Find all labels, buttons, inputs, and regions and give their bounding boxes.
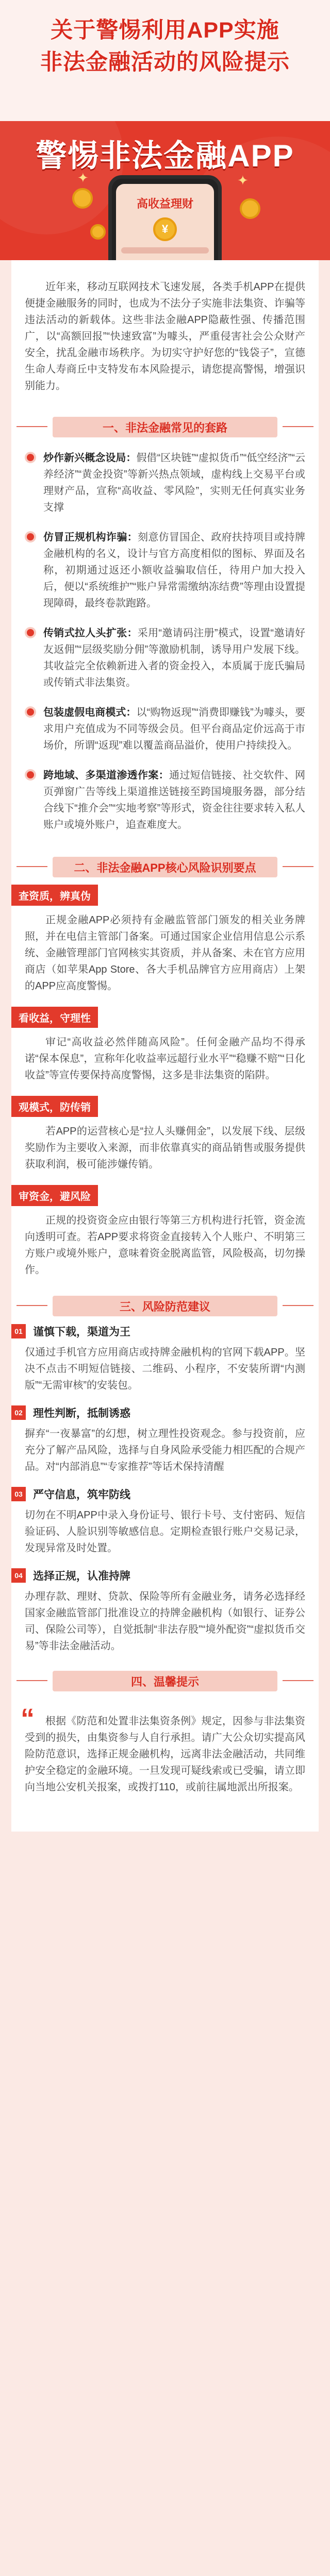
- advice-item: [11, 1405, 319, 1486]
- advice-title: 谨慎下载，渠道为王: [33, 1326, 130, 1338]
- advice-head: [14, 1405, 305, 1420]
- section-title: 四、温馨提示: [53, 1671, 277, 1691]
- advice-head: [14, 1486, 305, 1502]
- block-tag: 审资金，避风险: [11, 1185, 98, 1206]
- item-lead: 跨地域、多渠道渗透作案：: [43, 770, 169, 781]
- item-text: 假借“区块链”“虚拟货币”“低空经济”“云养经济”“黄金投资”等新兴热点领域，虚构线上交易平台或理财产品，宣称“高收益、零风险”，实则无任何真实业务支撑: [43, 452, 306, 513]
- advice-item: [11, 1486, 319, 1568]
- section-header: [11, 852, 319, 885]
- list-item: [25, 450, 305, 516]
- coin-icon: [72, 188, 93, 209]
- item-lead: 炒作新兴概念设局：: [43, 452, 137, 464]
- title-line-1: 关于警惕利用APP实施: [51, 18, 279, 43]
- item-lead: 传销式拉人头扩张：: [43, 628, 138, 639]
- risk-block: [11, 1185, 319, 1291]
- advice-title: 理性判断，抵制诱惑: [33, 1408, 130, 1419]
- advice-text: 摒弃“一夜暴富”的幻想，树立理性投资观念。参与投资前，应充分了解产品风险，选择与自身风险承受能力相匹配的合规产品。对“内部消息”“专家推荐”等话术保持清醒: [25, 1428, 305, 1472]
- sparkle-icon: ✦: [77, 170, 89, 185]
- advice-text: 切勿在不明APP中录入身份证号、银行卡号、支付密码、短信验证码、人脸识别等敏感信息。定期检查银行账户交易记录，发现异常及时处置。: [25, 1510, 305, 1554]
- list-item: [25, 704, 305, 754]
- phone-illustration: [108, 175, 222, 260]
- final-tip: [11, 1699, 319, 1811]
- list-item: [25, 625, 305, 691]
- block-text: 正规金融APP必须持有金融监管部门颁发的相关业务牌照，并在电信主管部门备案。可通过国家企业信用信息公示系统、金融管理部门官网核实其资质，并从备案、未在官方应用商店（如苹果App Store、各大手机品牌官方应用商店）上架的APP应高度警惕。: [25, 914, 305, 992]
- page-title: [0, 0, 330, 121]
- bullet-icon: [25, 769, 36, 781]
- phone-text: 高收益理财: [136, 197, 193, 210]
- number-badge: 03: [11, 1487, 26, 1501]
- section-title: 一、非法金融常见的套路: [53, 417, 277, 437]
- item-text: 刻意仿冒国企、政府扶持项目或持牌金融机构的名义，设计与官方高度相似的图标、界面及名称，初期通过返还小额收益骗取信任，待用户加大投入后，便以“系统维护”“账户异常需缴纳冻结费”等理由设置提现障碍，最终卷款跑路。: [43, 532, 305, 609]
- bullet-icon: [25, 627, 36, 638]
- advice-item: [11, 1324, 319, 1405]
- section-title: 二、非法金融APP核心风险识别要点: [53, 857, 277, 877]
- section1-list: [11, 445, 319, 852]
- progress-bar-decor: [121, 247, 209, 253]
- hero-title: 警惕非法金融APP: [36, 139, 294, 173]
- advice-item: [11, 1568, 319, 1666]
- bullet-icon: [25, 706, 36, 718]
- risk-block: [11, 1096, 319, 1185]
- section-header: [11, 1291, 319, 1324]
- bottom-spacer: [11, 1811, 319, 1832]
- coin-icon: ¥: [153, 217, 177, 241]
- number-badge: 04: [11, 1568, 26, 1583]
- sparkle-icon: ✦: [237, 173, 249, 188]
- block-text: 若APP的运营核心是“拉人头赚佣金”，以发展下线、层级奖励作为主要收入来源，而非依靠真实的商品销售或服务提供获取利润，极可能涉嫌传销。: [25, 1126, 305, 1170]
- quote-icon: “: [21, 1703, 35, 1734]
- advice-text: 办理存款、理财、贷款、保险等所有金融业务，请务必选择经国家金融监管部门批准设立的持牌金融机构（如银行、证券公司、保险公司等），自觉抵制“非法存股”“境外配资”“虚拟货币交易”等非法金融活动。: [25, 1591, 305, 1652]
- number-badge: 01: [11, 1324, 26, 1338]
- advice-head: [14, 1568, 305, 1583]
- item-text: 采用“邀请码注册”模式，设置“邀请好友返佣”“层级奖励分佣”等激励机制，诱导用户发展下线。其收益完全依赖新进入者的资金投入，本质属于庞氏骗局或传销式非法集资。: [43, 628, 306, 688]
- title-line-2: 非法金融活动的风险提示: [40, 50, 290, 75]
- block-text: 正规的投资资金应由银行等第三方机构进行托管，资金流向透明可查。若APP要求将资金直接转入个人账户、不明第三方账户或境外账户，意味着资金脱离监管，风险极高，切勿操作。: [25, 1215, 305, 1276]
- section-header: [11, 1666, 319, 1699]
- advice-head: [14, 1324, 305, 1339]
- risk-block: [11, 885, 319, 1007]
- section-title: 三、风险防范建议: [53, 1296, 277, 1316]
- number-badge: 02: [11, 1405, 26, 1420]
- intro-card: [11, 260, 319, 412]
- advice-title: 严守信息，筑牢防线: [33, 1489, 130, 1501]
- bullet-icon: [25, 531, 36, 543]
- block-tag: 查资质，辨真伪: [11, 885, 98, 906]
- coin-icon: [240, 198, 260, 219]
- list-item: [25, 767, 305, 833]
- phone-screen: [116, 184, 214, 260]
- item-lead: 仿冒正规机构诈骗：: [43, 532, 138, 543]
- advice-title: 选择正规，认准持牌: [33, 1570, 130, 1582]
- risk-block: [11, 1007, 319, 1096]
- item-lead: 包装虚假电商模式：: [43, 707, 137, 718]
- list-item: [25, 529, 305, 612]
- intro-paragraph: 近年来，移动互联网技术飞速发展，各类手机APP在提供便捷金融服务的同时，也成为不法分子实施非法集资、诈骗等违法活动的新载体。这些非法金融APP隐蔽性强、传播范围广，以“高额回报”“快速致富”为噱头，严重侵害社会公众财产安全，扰乱金融市场秩序。为切实守护好您的“钱袋子”，宣德生命人寿商丘中支特发布本风险提示，请您提高警惕，增强识别能力。: [25, 281, 305, 392]
- item-text: 以“购物返现”“消费即赚钱”为噱头，要求用户充值成为不同等级会员。但平台商品定价远高于市场价，所谓“返现”难以覆盖商品溢价，使用户持续投入。: [43, 707, 306, 751]
- item-text: 通过短信链接、社交软件、网页弹窗广告等线上渠道推送链接至跨国境服务器，部分结合线下“推介会”“实地考察”等形式，资金往往要求转入私人账户或境外账户，追查难度大。: [43, 770, 305, 831]
- bullet-icon: [25, 452, 36, 463]
- hero-banner: [0, 121, 330, 260]
- final-text: 根据《防范和处置非法集资条例》规定，因参与非法集资受到的损失，由集资参与人自行承担。请广大公众切实提高风险防范意识，选择正规金融机构，远离非法金融活动，共同维护安全稳定的金融环境。一旦发现可疑线索或已受骗，请立即向当地公安机关报案，或拨打110，或前往属地派出所报案。: [25, 1716, 305, 1793]
- advice-text: 仅通过手机官方应用商店或持牌金融机构的官网下载APP。坚决不点击不明短信链接、二维码、小程序，不安装所谓“内测版”“无需审核”的安装包。: [25, 1347, 305, 1391]
- section-header: [11, 412, 319, 445]
- coin-icon: [90, 224, 106, 240]
- block-tag: 观模式，防传销: [11, 1096, 98, 1117]
- block-tag: 看收益，守理性: [11, 1007, 98, 1028]
- block-text: 审记“高收益必然伴随高风险”。任何金融产品均不得承诺“保本保息”，宣称年化收益率远超行业水平”“稳赚不赔”“日化收益”等宣传要保持高度警惕，这多是非法集资的陷阱。: [25, 1037, 305, 1081]
